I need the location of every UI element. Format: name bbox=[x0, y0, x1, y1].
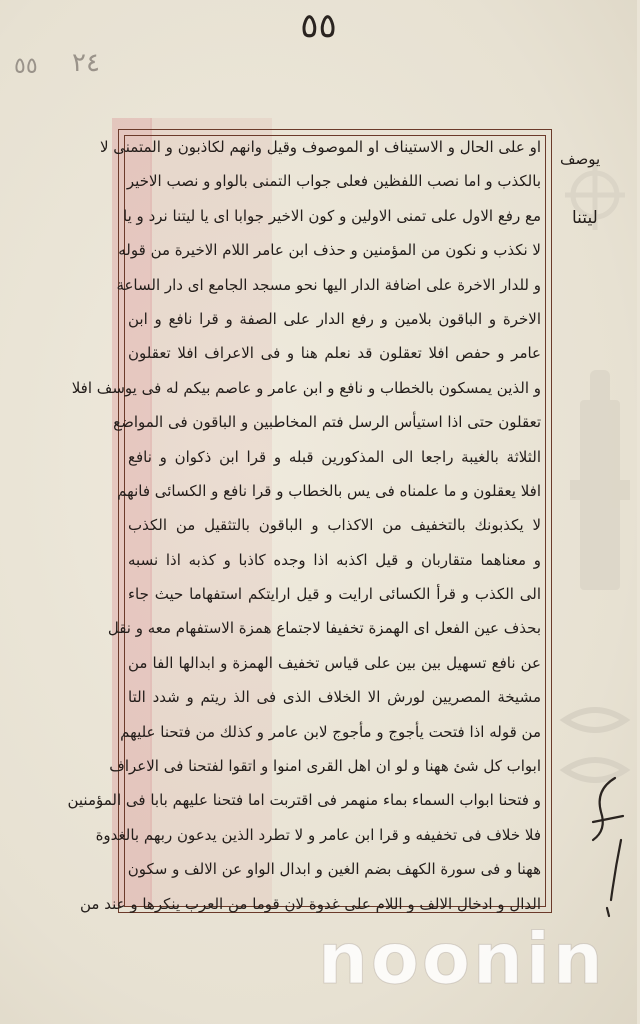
text-line: مشيخة المصريين لورش الا الخلاف الذى فى الذ ريتم و شدد التا bbox=[128, 688, 541, 707]
text-line: الثلاثة بالغيبة راجعا الى المذكورين قبله و قرا ابن ذكوان و نافع bbox=[128, 447, 541, 466]
pencil-annotation bbox=[14, 48, 154, 98]
text-line: و للدار الاخرة على اضافة الدار اليها نحو مسجد الجامع اى دار الساعة bbox=[116, 275, 541, 294]
text-line: ابواب كل شئ ههنا و لو ان اهل القرى امنوا و اتقوا لفتحنا فى الاعراف bbox=[109, 757, 541, 776]
lamp-ornament-icon bbox=[560, 360, 640, 600]
folio-number: ٥٥ bbox=[300, 6, 337, 46]
margin-note-top: يوصف bbox=[560, 150, 601, 168]
text-line: لا يكذبونك بالتخفيف من الاكذاب و الباقون بالتثقيل من الكذب bbox=[128, 516, 541, 535]
text-line: او على الحال و الاستيناف او الموصوف وقيل وانهم لكاذبون و المتمنى لا bbox=[99, 138, 541, 156]
text-line: مع رفع الاول على تمنى الاولين و كون الاخير جوابا اى يا ليتنا نرد و يا bbox=[123, 206, 541, 225]
text-line: من قوله اذا فتحت يأجوج و مأجوج لابن عامر و كذلك من فتحنا عليهم bbox=[120, 722, 541, 741]
watermark-logo: noonin bbox=[318, 918, 606, 1000]
pencil-note-word: ٢٤ bbox=[72, 48, 100, 78]
manuscript-text bbox=[67, 130, 541, 913]
text-line: عن نافع تسهيل بين بين على قياس تخفيف الهمزة و ابدالها الفا من bbox=[128, 653, 541, 672]
text-line: لا نكذب و نكون من المؤمنين و حذف ابن عامر اللام الاخيرة من قوله bbox=[118, 241, 541, 260]
catchword-mark-icon bbox=[585, 770, 633, 920]
text-line: ههنا و فى سورة الكهف بضم الغين و ابدال الواو عن الالف و سكون bbox=[127, 860, 541, 879]
text-line: فلا خلاف فى تخفيفه و قرا ابن عامر و لا تطرد الذين يدعون ربهم بالغدوة bbox=[95, 825, 541, 844]
pencil-note-number: ٥٥ bbox=[14, 54, 38, 79]
text-line: تعقلون حتى اذا استيأس الرسل فتم المخاطبين و الباقون فى المواضع bbox=[113, 413, 541, 432]
margin-note-second: ليتنا bbox=[572, 208, 598, 228]
text-line: افلا يعقلون و ما علمناه فى يس بالخطاب و قرا نافع و الكسائى فانهم bbox=[117, 481, 541, 500]
text-line: بالكذب و اما نصب اللفظين فعلى جواب التمنى بالواو و نصب الاخير bbox=[126, 172, 541, 191]
text-line: و فتحنا ابواب السماء بماء منهمر فى اقتربت اما فتحنا عليهم بابا فى المؤمنين bbox=[67, 791, 541, 810]
text-line: الدال و ادخال الالف و اللام على غدوة لان قوما من العرب ينكرها و عند من bbox=[79, 894, 541, 913]
text-line: عامر و حفص افلا تعقلون قد نعلم هنا و فى الاعراف افلا تعقلون bbox=[128, 344, 541, 363]
text-line: و الذين يمسكون بالخطاب و نافع و ابن عامر و عاصم بيكم له فى يوسف افلا bbox=[71, 378, 541, 397]
text-line: الاخرة و الباقون بلامين و رفع الدار على الصفة و قرا نافع و ابن bbox=[128, 309, 541, 328]
text-line: و معناهما متقاربان و قيل اكذبه اذا وجده كاذبا و كذبه اذا نسبه bbox=[128, 550, 541, 569]
text-line: بحذف عين الفعل اى الهمزة تخفيفا لاجتماع همزة الاستفهام معه و نقل bbox=[107, 619, 541, 638]
text-line: الى الكذب و قرأ الكسائى ارايت و قيل ارايتكم استفهاما حيث جاء bbox=[128, 585, 541, 604]
